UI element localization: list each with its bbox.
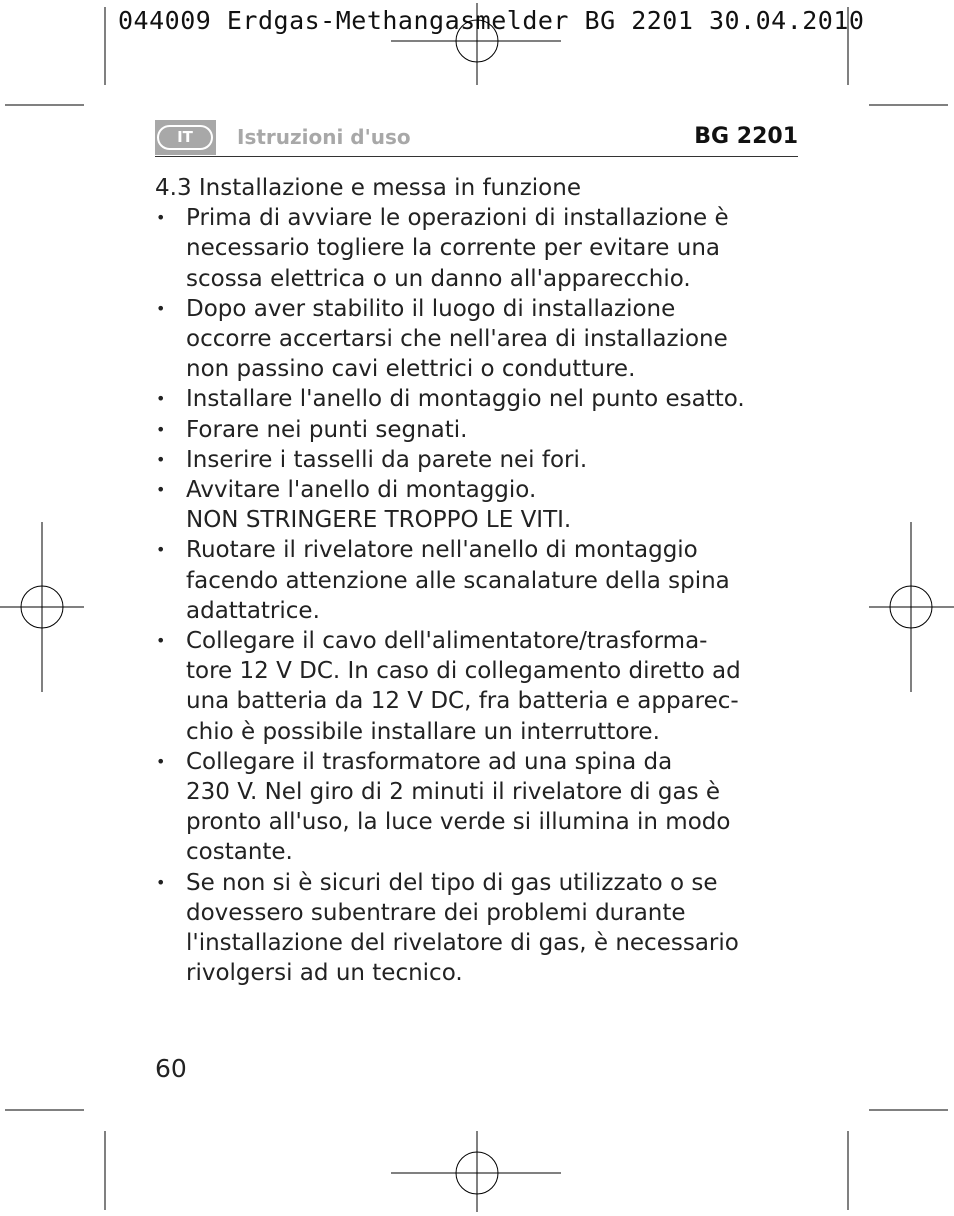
document-type-label: Istruzioni d'uso bbox=[237, 125, 411, 149]
step-line: • Installare l'anello di montaggio nel punto esatto. bbox=[186, 386, 745, 413]
step-line: adattatrice. bbox=[186, 597, 320, 624]
step-line: • Ruotare il rivelatore nell'anello di montaggio bbox=[186, 537, 698, 564]
step-line: • Prima di avviare le operazioni di installazione è bbox=[186, 205, 729, 232]
section-title: 4.3 Installazione e messa in funzione bbox=[155, 175, 581, 201]
page-header bbox=[155, 120, 798, 157]
step-line: • Avvitare l'anello di montaggio. bbox=[186, 477, 537, 504]
step-item bbox=[155, 475, 805, 535]
step-line: costante. bbox=[186, 839, 293, 866]
step-item bbox=[155, 535, 805, 626]
step-item bbox=[155, 626, 805, 747]
step-item bbox=[155, 384, 805, 414]
step-line: l'installazione del rivelatore di gas, è necessario bbox=[186, 930, 739, 957]
step-item bbox=[155, 294, 805, 385]
step-line: scossa elettrica o un danno all'apparecchio. bbox=[186, 265, 691, 292]
step-line: • Inserire i tasselli da parete nei fori. bbox=[186, 446, 588, 473]
step-item bbox=[155, 203, 805, 294]
step-line: • Collegare il cavo dell'alimentatore/trasforma- bbox=[186, 628, 708, 655]
language-badge: IT bbox=[157, 125, 213, 150]
print-slug: 044009 Erdgas-Methangasmelder BG 2201 30.04.2010 bbox=[118, 6, 865, 35]
step-item bbox=[155, 415, 805, 445]
step-line: NON STRINGERE TROPPO LE VITI. bbox=[186, 507, 572, 534]
step-line: 230 V. Nel giro di 2 minuti il rivelatore di gas è bbox=[186, 779, 721, 806]
language-tab bbox=[155, 120, 216, 155]
step-line: occorre accertarsi che nell'area di installazione bbox=[186, 326, 728, 353]
step-item bbox=[155, 747, 805, 868]
step-line: chio è possibile installare un interruttore. bbox=[186, 718, 660, 745]
registration-mark-left bbox=[0, 522, 84, 692]
registration-mark-bottom bbox=[391, 1131, 561, 1212]
step-line: • Se non si è sicuri del tipo di gas utilizzato o se bbox=[186, 869, 718, 896]
step-line: facendo attenzione alle scanalature della spina bbox=[186, 567, 730, 594]
step-line: una batteria da 12 V DC, fra batteria e apparec- bbox=[186, 688, 739, 715]
step-line: rivolgersi ad un tecnico. bbox=[186, 960, 463, 987]
installation-steps bbox=[155, 203, 805, 988]
section-body bbox=[155, 173, 805, 988]
model-name: BG 2201 bbox=[694, 124, 798, 149]
step-item bbox=[155, 445, 805, 475]
registration-mark-right bbox=[869, 522, 954, 692]
step-line: necessario togliere la corrente per evitare una bbox=[186, 235, 721, 262]
step-item bbox=[155, 868, 805, 989]
step-line: tore 12 V DC. In caso di collegamento diretto ad bbox=[186, 658, 741, 685]
step-line: • Dopo aver stabilito il luogo di installazione bbox=[186, 295, 676, 322]
page-number: 60 bbox=[155, 1054, 187, 1083]
step-line: pronto all'uso, la luce verde si illumina in modo bbox=[186, 809, 731, 836]
step-line: • Collegare il trasformatore ad una spina da bbox=[186, 748, 673, 775]
step-line: • Forare nei punti segnati. bbox=[186, 416, 468, 443]
registration-mark-top bbox=[391, 3, 561, 85]
step-line: dovessero subentrare dei problemi durante bbox=[186, 899, 686, 926]
step-line: non passino cavi elettrici o condutture. bbox=[186, 356, 636, 383]
